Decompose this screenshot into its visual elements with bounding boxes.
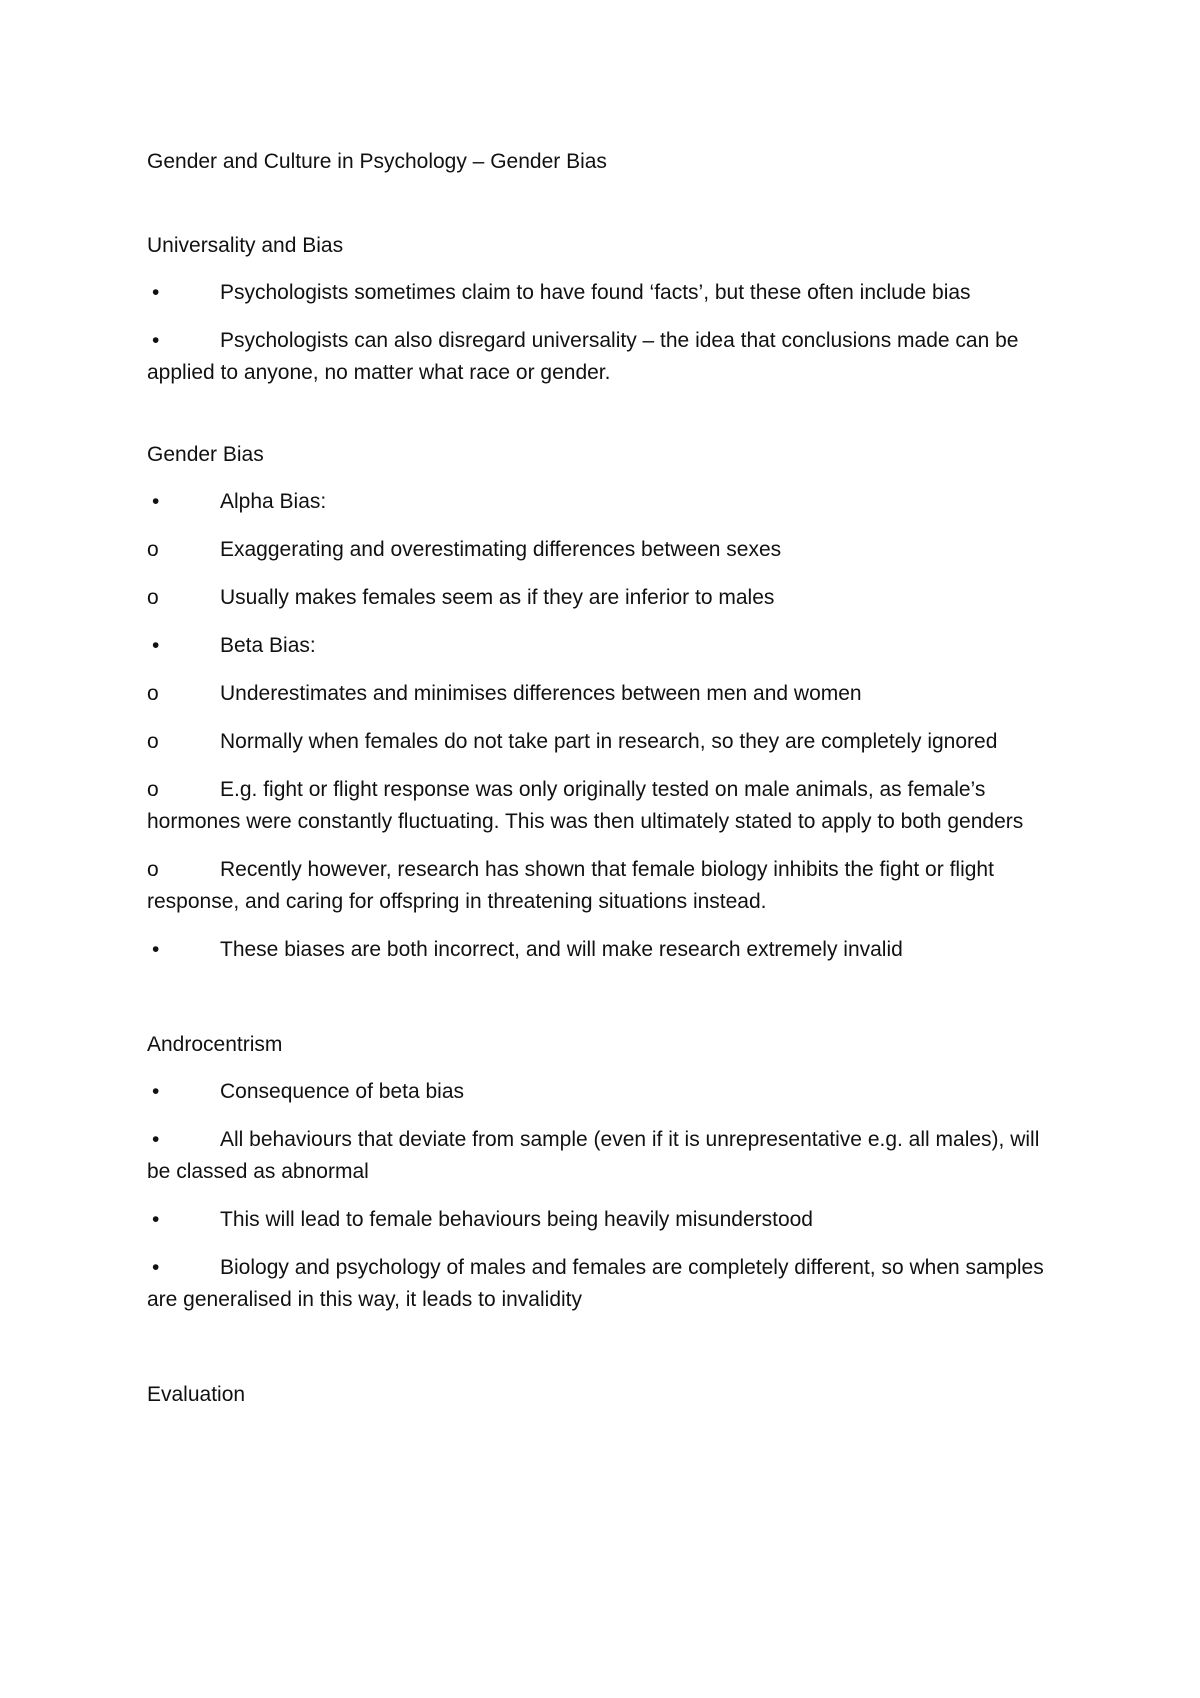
bullet-marker: • [152, 1080, 160, 1103]
list-item [147, 582, 1067, 614]
sub-bullet-marker: o [147, 586, 159, 609]
section-heading: Universality and Bias [147, 234, 344, 257]
bullet-marker: • [152, 490, 160, 513]
list-item-text: Consequence of beta bias [220, 1080, 465, 1103]
sub-bullet-marker: o [147, 682, 159, 705]
document-title: Gender and Culture in Psychology – Gender Bias [147, 150, 607, 173]
list-item-text: Recently however, research has shown that female biology inhibits the fight or flight response, and caring for offspring in threatening situations instead. [147, 858, 994, 913]
section-universality [147, 230, 1067, 389]
sub-bullet-marker: o [147, 858, 159, 881]
bullet-marker: • [152, 1208, 160, 1231]
list-item [147, 854, 1067, 918]
list-item [147, 325, 1067, 389]
bullet-marker: • [152, 281, 160, 304]
bullet-marker: • [152, 329, 160, 352]
list-item [147, 1124, 1067, 1188]
list-item-text: This will lead to female behaviours being heavily misunderstood [220, 1208, 813, 1231]
bullet-marker: • [152, 634, 160, 657]
list-item-text: Normally when females do not take part in research, so they are completely ignored [220, 730, 998, 753]
bullet-marker: • [152, 938, 160, 961]
list-item-text: E.g. fight or flight response was only originally tested on male animals, as female’s hormones were constantly fluctuating. This was then ultimately stated to apply to both genders [147, 778, 1024, 833]
list-item [147, 630, 1067, 662]
sub-bullet-marker: o [147, 778, 159, 801]
list-item [147, 774, 1067, 838]
list-item [147, 534, 1067, 566]
section-evaluation [147, 1379, 1067, 1411]
list-item [147, 486, 1067, 518]
list-item [147, 1252, 1067, 1316]
list-item-text: Exaggerating and overestimating differences between sexes [220, 538, 782, 561]
list-item-text: All behaviours that deviate from sample (even if it is unrepresentative e.g. all males), will be classed as abnormal [147, 1128, 1040, 1183]
list-item-text: Beta Bias: [220, 634, 316, 657]
list-item-text: Underestimates and minimises differences between men and women [220, 682, 862, 705]
list-item-text: Usually makes females seem as if they are inferior to males [220, 586, 775, 609]
section-androcentrism [147, 1029, 1067, 1316]
section-heading: Gender Bias [147, 443, 264, 466]
list-item-text: Alpha Bias: [220, 490, 327, 513]
list-item-text: Psychologists sometimes claim to have found ‘facts’, but these often include bias [220, 281, 971, 304]
sub-bullet-marker: o [147, 538, 159, 561]
list-item [147, 1076, 1067, 1108]
list-item [147, 726, 1067, 758]
sub-bullet-marker: o [147, 730, 159, 753]
bullet-marker: • [152, 1128, 160, 1151]
list-item-text: Biology and psychology of males and females are completely different, so when samples are generalised in this way, it leads to invalidity [147, 1256, 1044, 1311]
document-body [147, 146, 1067, 1426]
section-gender-bias [147, 439, 1067, 966]
list-item-text: Psychologists can also disregard universality – the idea that conclusions made can be applied to anyone, no matter what race or gender. [147, 329, 1019, 384]
bullet-marker: • [152, 1256, 160, 1279]
section-heading: Androcentrism [147, 1033, 283, 1056]
list-item [147, 1204, 1067, 1236]
list-item [147, 277, 1067, 309]
list-item [147, 934, 1067, 966]
section-heading: Evaluation [147, 1383, 246, 1406]
list-item [147, 678, 1067, 710]
list-item-text: These biases are both incorrect, and will make research extremely invalid [220, 938, 903, 961]
